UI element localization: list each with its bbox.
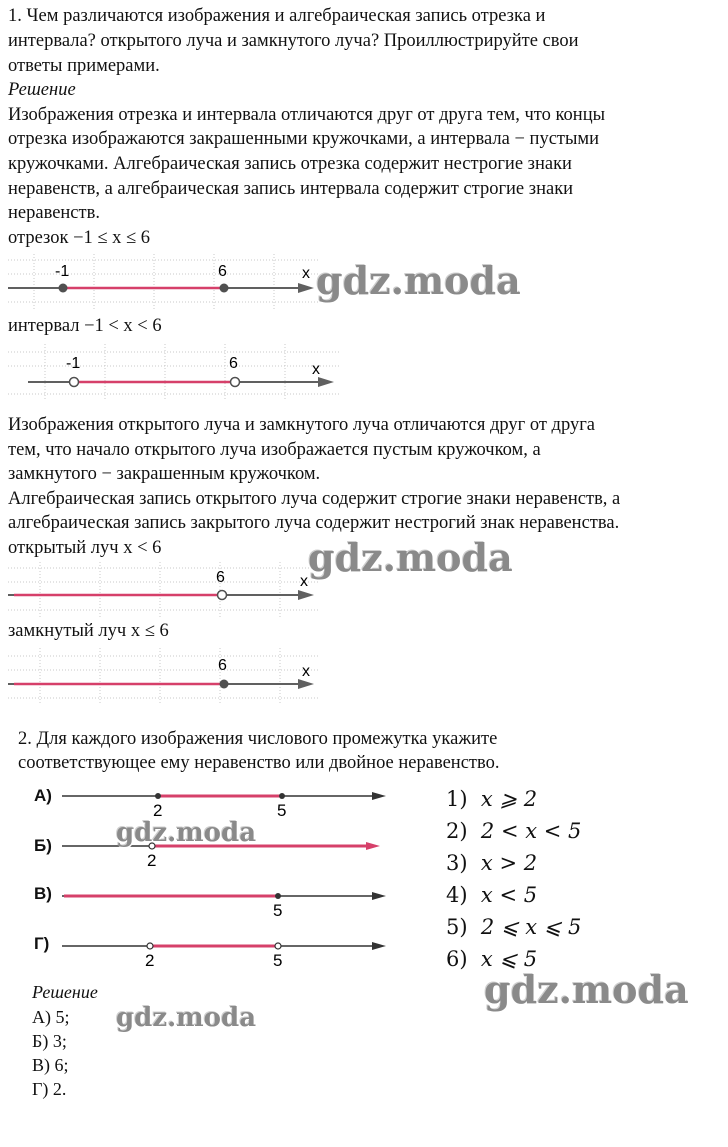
segment-number-line xyxy=(0,252,330,314)
task1-paragraph2-line5: алгебраическая запись закрытого луча содержит нестрогий знак неравенства. xyxy=(8,513,620,533)
tick-2: 2 xyxy=(153,801,163,820)
tick-label-6: 6 xyxy=(216,569,225,586)
task1-solution-heading: Решение xyxy=(8,80,76,100)
task1-paragraph2-line1: Изображения открытого луча и замкнутого луча отличаются друг от друга xyxy=(8,415,596,435)
answer-a: А) 5; xyxy=(32,1007,70,1027)
task1-paragraph2-line4: Алгебраическая запись открытого луча содержит строгие знаки неравенств, а xyxy=(8,489,621,509)
option-3: 3) x > 2 xyxy=(446,851,538,875)
tick-label-6: 6 xyxy=(229,355,238,372)
task2-question-line2: соответствующее ему неравенство или двойное неравенство. xyxy=(18,753,500,773)
segment-caption: отрезок −1 ≤ x ≤ 6 xyxy=(8,228,151,248)
axis-label-x: x xyxy=(302,663,310,680)
option-2: 2) 2 < x < 5 xyxy=(446,819,582,843)
tick-5: 5 xyxy=(273,951,283,970)
answer-b: Б) 3; xyxy=(32,1031,67,1051)
task2-question-line1: 2. Для каждого изображения числового промежутка укажите xyxy=(18,729,498,749)
tick-label-minus1: -1 xyxy=(55,263,70,280)
line-g xyxy=(60,934,390,974)
task1-paragraph1-line2: отрезка изображаются закрашенными кружочками, а интервала − пустыми xyxy=(8,129,600,149)
option-5: 5) 2 ⩽ x ⩽ 5 xyxy=(446,915,582,939)
axis-label-x: x xyxy=(302,265,310,282)
task1-paragraph1-line1: Изображения отрезка и интервала отличаются друг от друга тем, что концы xyxy=(8,105,606,125)
task1-paragraph1-line4: неравенств, а алгебраическая запись интервала содержит строгие знаки xyxy=(8,179,574,199)
tick-2: 2 xyxy=(145,951,155,970)
tick-5: 5 xyxy=(273,901,283,920)
tick-5: 5 xyxy=(277,801,287,820)
tick-label-6: 6 xyxy=(218,263,227,280)
label-v: В) xyxy=(34,884,52,903)
label-a: А) xyxy=(34,786,52,805)
option-6: 6) x ⩽ 5 xyxy=(446,947,538,971)
answer-v: В) 6; xyxy=(32,1055,69,1075)
watermark: gdz.moda xyxy=(484,967,689,1012)
watermark: gdz.moda xyxy=(116,1003,257,1033)
tick-label-6: 6 xyxy=(218,657,227,674)
watermark: gdz.moda xyxy=(116,818,257,848)
interval-caption: интервал −1 < x < 6 xyxy=(8,316,162,336)
tick-2: 2 xyxy=(147,851,157,870)
option-4: 4) x < 5 xyxy=(446,883,538,907)
tick-label-minus1: -1 xyxy=(66,355,81,372)
task1-question-line2: интервала? открытого луча и замкнутого луча? Проиллюстрируйте свои xyxy=(8,31,579,51)
answer-g: Г) 2. xyxy=(32,1079,67,1099)
axis-label-x: x xyxy=(312,361,320,378)
interval-number-line xyxy=(0,340,350,402)
task1-question-line1: 1. Чем различаются изображения и алгебраическая запись отрезка и xyxy=(8,6,546,26)
label-g: Г) xyxy=(34,934,50,953)
task1-paragraph2-line3: замкнутого − закрашенным кружочком. xyxy=(8,464,321,484)
task1-question-line3: ответы примерами. xyxy=(8,56,160,76)
watermark: gdz.moda xyxy=(316,258,521,303)
open-ray-caption: открытый луч x < 6 xyxy=(8,538,162,558)
closed-ray-caption: замкнутый луч x ≤ 6 xyxy=(8,621,169,641)
closed-ray-number-line xyxy=(0,646,330,704)
task2-solution-heading: Решение xyxy=(32,982,98,1002)
open-ray-number-line xyxy=(0,562,330,620)
task1-paragraph2-line2: тем, что начало открытого луча изображается пустым кружочком, а xyxy=(8,440,541,460)
label-b: Б) xyxy=(34,836,52,855)
watermark: gdz.moda xyxy=(308,535,513,580)
line-v xyxy=(60,884,390,924)
option-1: 1) x ⩾ 2 xyxy=(446,787,538,811)
axis-label-x: x xyxy=(300,573,308,590)
task1-paragraph1-line5: неравенств. xyxy=(8,203,100,223)
task1-paragraph1-line3: кружочками. Алгебраическая запись отрезка содержит нестрогие знаки xyxy=(8,154,572,174)
